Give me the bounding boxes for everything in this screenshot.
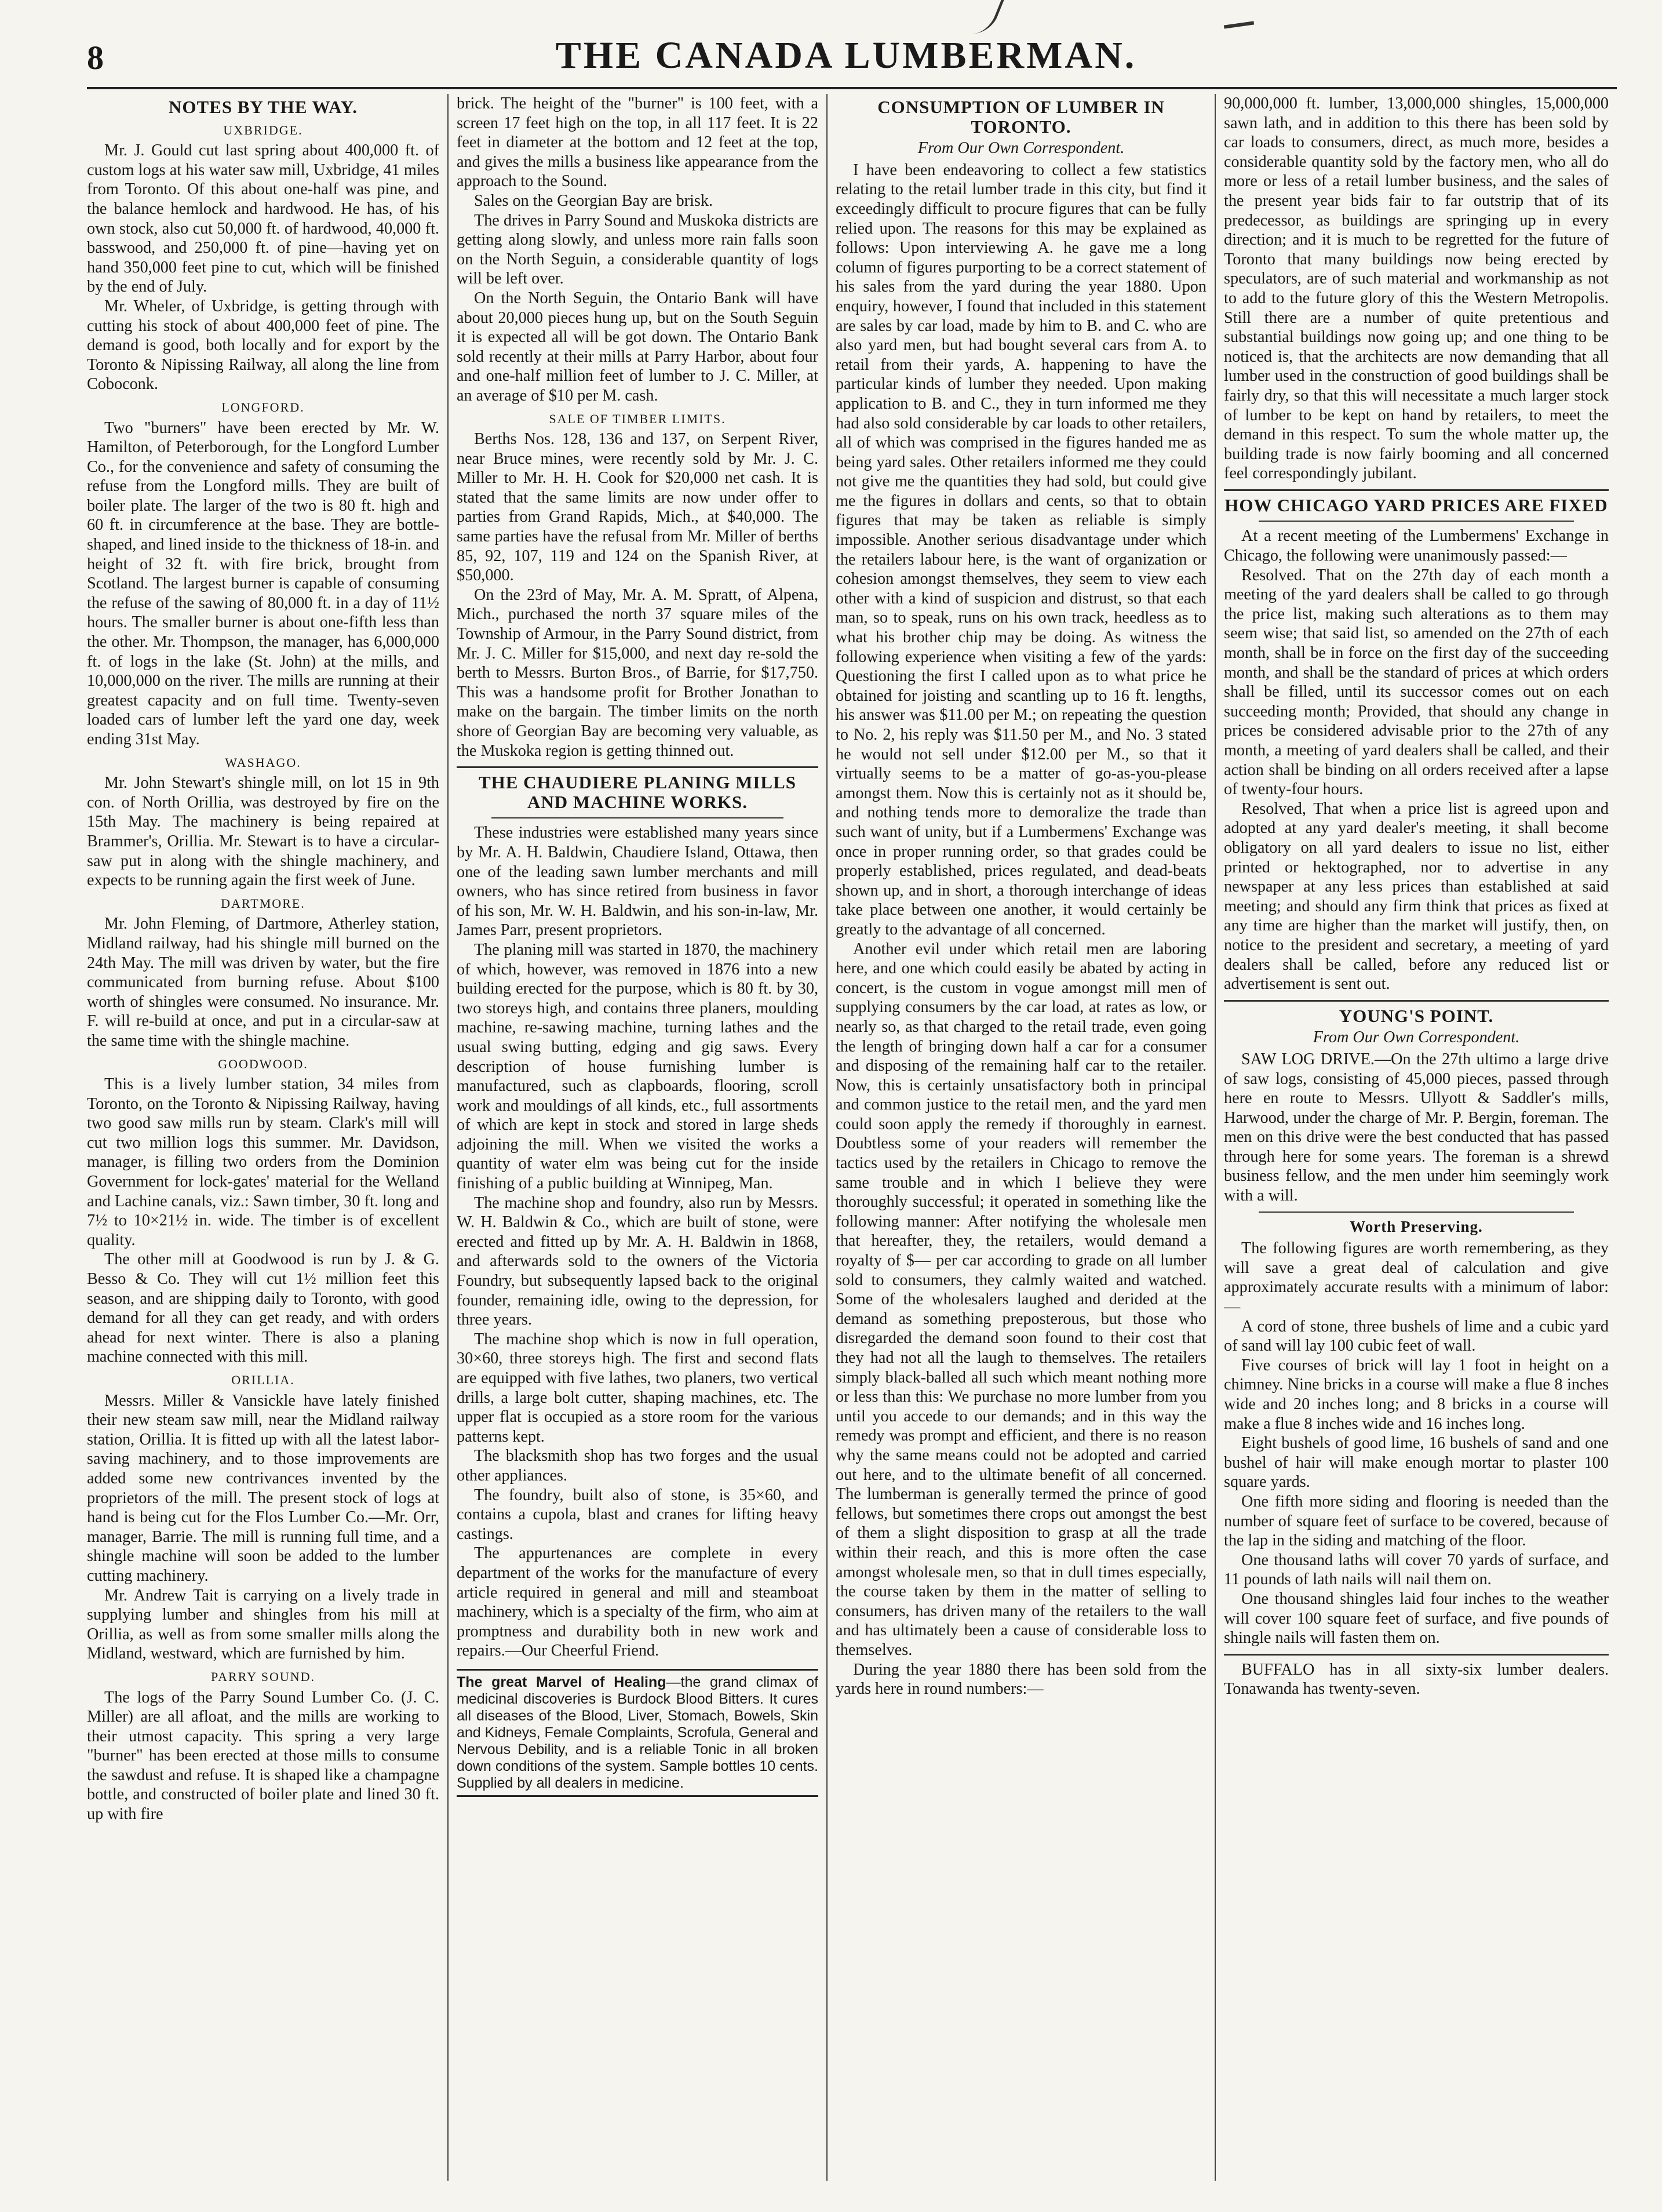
paragraph: On the North Seguin, the Ontario Bank will have about 20,000 pieces hung up, but on the South Seguin it is expected all will be got down. The Ontario Bank sold recently at their mills at Parry Harbor, about four and one-half million feet of lumber to J. C. Miller, at an average of $10 per M. cash. [457, 289, 818, 405]
section-subhead: UXBRIDGE. [223, 122, 303, 137]
pen-stroke-mark [1224, 21, 1254, 28]
paragraph: The planing mill was started in 1870, the machinery of which, however, was removed in 1876 into a new building erected for the purpose, which is 80 ft. by 30, two storeys high, and contains three planers, moulding machine, re-sawing machine, turning lathes and the usual swing butting, edging and gig saws. Every description of house furnishing lumber is manufactured, such as clapboards, flooring, scroll work and mouldings of all kinds, etc., full assortments of which are kept in stock and stored in large sheds adjoining the mill. When we visited the works a quantity of water elm was being cut for the inside finishing of a public building at Winnipeg, Man. [457, 940, 818, 1193]
paragraph: During the year 1880 there has been sold from the yards here in round numbers:— [836, 1660, 1207, 1698]
paragraph: Mr. John Stewart's shingle mill, on lot 15 in 9th con. of North Orillia, was destroyed by fire on the 15th May. The machinery is being repaired at Brammer's, Orillia. Mr. Stewart is to have a circular-saw put in along with the shingle machinery, and expects to be running again the first week of June. [87, 774, 439, 890]
advertisement [457, 1669, 818, 1797]
section-subhead: ORILLIA. [231, 1373, 295, 1387]
section-rule [1224, 489, 1609, 491]
byline: From Our Own Correspondent. [1313, 1028, 1520, 1047]
article-headline: CONSUMPTION OF LUMBER IN TORONTO. [877, 97, 1165, 137]
paragraph: One fifth more siding and flooring is needed than the number of square feet of surface to be covered, because of the lap in the siding and matching of the floor. [1224, 1492, 1609, 1550]
paragraph: Mr. John Fleming, of Dartmore, Atherley station, Midland railway, had his shingle mill burned on the 24th May. The mill was driven by water, but the fire communicated from burning refuse. About $100 worth of shingles were consumed. No insurance. Mr. F. will re-build at once, and put in a circular-saw at the same time with the shingle machine. [87, 915, 439, 1050]
paragraph: The logs of the Parry Sound Lumber Co. (J. C. Miller) are all afloat, and the mills are working to their utmost capacity. This spring a very large "burner" has been erected at those mills to consume the sawdust and refuse. It is shaped like a champagne bottle, and constructed of boiler plate and lined 30 ft. up with fire [87, 1688, 439, 1824]
paragraph: brick. The height of the "burner" is 100 feet, with a screen 17 feet high on the top, in all 117 feet. It is 22 feet in diameter at the bottom and 12 feet at the top, and gives the mills a business like appearance from the approach to the Sound. [457, 94, 818, 191]
paragraph: This is a lively lumber station, 34 miles from Toronto, on the Toronto & Nipissing Railway, having two good saw mills run by steam. Clark's mill will cut two million logs this summer. Mr. Davidson, manager, is filling two orders from the Dominion Government for lock-gates' material for the Welland and Lachine canals, viz.: Sawn timber, 30 ft. long and 7½ to 10×21½ in. wide. The timber is of excellent quality. [87, 1075, 439, 1249]
paragraph: The foundry, built also of stone, is 35×60, and contains a cupola, blast and cranes for lifting heavy castings. [457, 1486, 818, 1543]
article-headline: YOUNG'S POINT. [1339, 1005, 1494, 1026]
byline: From Our Own Correspondent. [917, 139, 1125, 158]
paragraph: Resolved. That on the 27th day of each month a meeting of the yard dealers shall be called to go through the price list, making such alterations as to them may seem wise; that said list, so amended on the 27th of each month, shall be in force on the first day of the succeeding month, and shall be the standard of prices at which orders shall be filled, until its successor comes out on each succeeding month; Provided, that should any change in prices be considered advisable prior to the 27th of any month, a meeting of yard dealers shall be called, and their action shall be binding on all orders received after a lapse of twenty-four hours. [1224, 566, 1609, 799]
paragraph: The following figures are worth remembering, as they will save a great deal of calculation and give approximately accurate results with a minimum of labor:— [1224, 1239, 1609, 1316]
paragraph: The other mill at Goodwood is run by J. & G. Besso & Co. They will cut 1½ million feet this season, and are shipping daily to Toronto, with good demand for all they can get ready, and with orders ahead for next winter. There is also a planing machine connected with this mill. [87, 1250, 439, 1366]
short-rule [1259, 1211, 1574, 1213]
section-subhead: WASHAGO. [225, 755, 301, 770]
paragraph: Sales on the Georgian Bay are brisk. [474, 191, 713, 210]
paragraph: The appurtenances are complete in every department of the works for the manufacture of every article required in general and mill and steamboat machinery, which is a specialty of the firm, who aim at promptness and durability both in new work and repairs.—Our Cheerful Friend. [457, 1544, 818, 1660]
column-rule [447, 94, 449, 2181]
section-subhead: LONGFORD. [221, 399, 305, 414]
column-rule [826, 94, 828, 2181]
paragraph: These industries were established many years since by Mr. A. H. Baldwin, Chaudiere Island, Ottawa, then one of the leading sawn lumber merchants and mill owners, who has since retired from business in favor of his son, Mr. W. H. Baldwin, and his son-in-law, Mr. James Parr, present proprietors. [457, 824, 818, 940]
article-headline: HOW CHICAGO YARD PRICES ARE FIXED [1224, 494, 1608, 515]
paragraph: On the 23rd of May, Mr. A. M. Spratt, of Alpena, Mich., purchased the north 37 square miles of the Township of Armour, in the Parry Sound district, from Mr. J. C. Miller for $15,000, and next day re-sold the berth to Messrs. Burton Bros., of Barrie, for $17,750. This was a handsome profit for Brother Jonathan to make on the bargain. The timber limits on the north shore of Georgian Bay are becoming very valuable, as the Muskoka region is getting thinned out. [457, 585, 818, 760]
paragraph: Five courses of brick will lay 1 foot in height on a chimney. Nine bricks in a course will make a flue 8 inches wide and 20 inches long; and 8 bricks in a course will make a flue 8 inches wide and 16 inches long. [1224, 1356, 1609, 1433]
page-header [87, 34, 1605, 86]
ad-body: —the grand climax of medicinal discoveries is Burdock Blood Bitters. It cures all diseases of the Blood, Liver, Stomach, Bowels, Skin and Kidneys, Female Complaints, Scrofula, General and Nervous Debility, and is a reliable Tonic in all broken down conditions of the system. Sample bottles 10 cents. Supplied by all dealers in medicine. [457, 1673, 818, 1791]
article-headline: Worth Preserving. [1350, 1217, 1483, 1235]
header-rule [87, 87, 1617, 89]
column-1 [87, 94, 439, 2204]
paragraph: One thousand laths will cover 70 yards of surface, and 11 pounds of lath nails will nail them on. [1224, 1551, 1609, 1589]
paragraph: Mr. J. Gould cut last spring about 400,000 ft. of custom logs at his water saw mill, Uxbridge, 41 miles from Toronto. Of this about one-half was pine, and the balance hemlock and hardwood. He has, of his own stock, also cut 50,000 ft. of hardwood, 40,000 ft. basswood, and 250,000 ft. of pine—having yet on hand 350,000 feet pine to cut, which will be finished by the end of July. [87, 141, 439, 296]
paragraph: Mr. Wheler, of Uxbridge, is getting through with cutting his stock of about 400,000 feet of pine. The demand is good, both locally and for export by the Toronto & Nipissing Railway, all along the line from Coboconk. [87, 297, 439, 394]
paragraph: 90,000,000 ft. lumber, 13,000,000 shingles, 15,000,000 sawn lath, and in addition to this there has been sold by car loads to consumers, direct, as much more, besides a considerable quantity sold by the factory men, who all do more or less of a retail lumber business, and the sales of the present year bids fair to far outstrip that of its predecessor, as buildings are springing up in every direction; and it is much to be regretted for the future of Toronto that many buildings now being erected by speculators, are of such material and workmanship as not to add to the future glory of this the Western Metropolis. Still there are a number of quite pretentious and substantial buildings now going up; and one thing to be noticed is, that the architects are now demanding that all lumber used in the construction of good buildings shall be fairly dry, so that this will necessitate a much larger stock of lumber to be kept on hand by retailers, to meet the demand in this respect. To sum the whole matter up, the building trade is now fairly booming and all concerned feel correspondingly jubilant. [1224, 94, 1609, 483]
paragraph: The machine shop and foundry, also run by Messrs. W. H. Baldwin & Co., which are built of stone, were erected and fitted up by Mr. A. H. Baldwin in 1868, and afterwards sold to the owners of the Victoria Foundry, but subsequently lapsed back to the original founder, remaining idle, owing to the depression, for three years. [457, 1194, 818, 1329]
paragraph: SAW LOG DRIVE.—On the 27th ultimo a large drive of saw logs, consisting of 45,000 pieces, passed through here en route to Messrs. Ullyott & Saddler's mills, Harwood, under the charge of Mr. P. Bergin, foreman. The men on this drive were the best conducted that has passed through here for some years. The foreman is a shrewd business fellow, and the men under him seemingly work with a will. [1224, 1050, 1609, 1205]
section-subhead: PARRY SOUND. [210, 1669, 316, 1684]
paragraph: Another evil under which retail men are laboring here, and one which could easily be abated by acting in concert, is the custom in vogue amongst mill men of supplying consumers by the car load, at rates as low, or nearly so, as that charged to the retail trade, even going the length of bringing down half a car for a consumer and disposing of the remaining half car to the retailer. Now, this is certainly unsatisfactory both in principal and common justice to the retail men, and the yard men could soon apply the remedy if thoroughly in earnest. Doubtless some of your readers will remember the tactics used by the retailers in Chicago to remove the same trouble and in which I believe they were thoroughly successful; it operated in something like the following manner: After notifying the wholesale men that hereafter, they, the retailers, would demand a royalty of $— per car according to grade on all lumber sold to consumers, they calmly waited and watched. Some of the wholesalers laughed and derided at the demand as something preposterous, but those who disregarded the demand soon found to their cost that they had not all the laugh to themselves. The retailers simply black-balled all such which meant nothing more or less than this: We purchase no more lumber from you until you accede to our demands; and in this way the remedy was prompt and efficient, and there is no reason why the same means could not be adopted and carried out here, and to the ultimate benefit of all concerned. The lumberman is generally termed the prince of good fellows, but sometimes there crops out amongst the best of them a slight disposition to grasp at all the trade within their reach, and this is more often the case amongst wholesale men, so that in dull times especially, the course taken by them in the matter of selling to consumers, has driven many of the retailers to the wall and has ultimately been a cause of considerable loss to themselves. [836, 940, 1207, 1659]
paragraph: Eight bushels of good lime, 16 bushels of sand and one bushel of hair will make enough mortar to plaster 100 square yards. [1224, 1434, 1609, 1491]
column-2 [457, 94, 818, 2204]
section-subhead: GOODWOOD. [218, 1056, 308, 1071]
paragraph: I have been endeavoring to collect a few statistics relating to the retail lumber trade in this city, but find it exceedingly difficult to procure figures that can be fully relied upon. The reasons for this may be explained as follows: Upon interviewing A. he gave me a long column of figures purporting to be a correct statement of his sales from the yard during the year 1880. Upon enquiry, however, I found that included in this statement are sales by car load, made by him to B. and C. who are also yard men, but had bought several cars from A. to retail from their yards, A. happening to have the particular kinds of lumber they needed. Upon making application to B. and C., they in turn informed me they had also sold considerable by car loads to other retailers, all of which was comprised in the figures handed me as being yard sales. Other retailers informed me they could not give me the quantities they had sold, but could give me the figures in dollars and cents, so that to obtain figures that may be taken as reliable is simply impossible. Another serious disadvantage under which the retailers labour here, is the want of organization or cohesion amongst themselves, they seem to view each other with a kind of suspicion and distrust, so that each man, so to speak, runs on his own track, heedless as to what his brother chip may be doing. As witness the following experience when visiting a few of the yards: Questioning the first I called upon as to what price he obtained for joisting and scantling up to 16 ft. lengths, his answer was $11.00 per M.; on repeating the question to No. 2, his reply was $11.50 per M., and No. 3 stated he would not sell under $12.00 per M., so that it virtually seems to be a matter of go-as-you-please amongst them. Now this is certainly not as it should be, and nothing tends more to demoralize the trade than such want of unity, but if a Lumbermens' Exchange was once in proper running order, so that grades could be properly established, prices regulated, and dead-beats shown up, and in short, a thorough interchange of ideas take place between one another, it would certainly be greatly to the advantage of all concerned. [836, 161, 1207, 938]
ad-title: The great Marvel of Healing [457, 1673, 666, 1690]
paragraph: Mr. Andrew Tait is carrying on a lively trade in supplying lumber and shingles from his mill at Orillia, as well as from some smaller mills along the Midland, westward, which are furnished by him. [87, 1586, 439, 1663]
article-headline: NOTES BY THE WAY. [168, 97, 358, 117]
short-rule [1259, 521, 1574, 522]
section-rule [457, 766, 818, 768]
paragraph: The drives in Parry Sound and Muskoka districts are getting along slowly, and unless more rain falls soon on the North Seguin, a considerable quantity of logs will be left over. [457, 211, 818, 288]
paragraph: One thousand shingles laid four inches to the weather will cover 100 square feet of surface, and five pounds of shingle nails will fasten them on. [1224, 1589, 1609, 1647]
paragraph: Berths Nos. 128, 136 and 137, on Serpent River, near Bruce mines, were recently sold by Mr. J. C. Miller to Mr. H. H. Cook for $20,000 net cash. It is stated that the same limits are now under offer to parties from Grand Rapids, Mich., at $40,000. The same parties have the refusal from Mr. Miller of berths 85, 92, 107, 119 and 124 on the Spanish River, at $50,000. [457, 430, 818, 585]
article-headline: THE CHAUDIERE PLANING MILLS AND MACHINE WORKS. [478, 772, 797, 812]
paragraph: A cord of stone, three bushels of lime and a cubic yard of sand will lay 100 cubic feet of wall. [1224, 1317, 1609, 1355]
column-4 [1224, 94, 1609, 2204]
section-rule [1224, 1000, 1609, 1002]
pen-check-mark [964, 0, 1004, 34]
ad-text [457, 1674, 818, 1792]
paragraph: Messrs. Miller & Vansickle have lately finished their new steam saw mill, near the Midland railway station, Orillia. It is fitted up with all the latest labor-saving machinery, and to those improvements are added some new contrivances invented by the proprietors of the mill. The present stock of logs at hand is being cut for the Flos Lumber Co.—Mr. Orr, manager, Barrie. The mill is running full time, and a shingle machine will soon be added to the lumber cutting machinery. [87, 1391, 439, 1585]
column-3 [836, 94, 1207, 2204]
section-subhead: DARTMORE. [221, 896, 305, 911]
paragraph: The blacksmith shop has two forges and the usual other appliances. [457, 1447, 818, 1485]
section-subhead: SALE OF TIMBER LIMITS. [549, 411, 726, 426]
section-rule [1224, 1654, 1609, 1656]
page-number: 8 [87, 39, 104, 77]
paragraph: At a recent meeting of the Lumbermens' Exchange in Chicago, the following were unanimously passed:— [1224, 527, 1609, 565]
paragraph: The machine shop which is now in full operation, 30×60, three storeys high. The first and second flats are equipped with five lathes, two planers, two vertical drills, a large bolt cutter, shaping machines, etc. The upper flat is occupied as a store room for the various patterns kept. [457, 1330, 818, 1446]
column-rule [1215, 94, 1216, 2181]
masthead-title: THE CANADA LUMBERMAN. [555, 34, 1137, 77]
paragraph: Resolved, That when a price list is agreed upon and adopted at any yard dealer's meeting, it shall become obligatory on all yard dealers to issue no list, either printed or hektographed, nor to advertise in any newspaper at any less prices than established at said meeting; and should any firm think that prices as fixed at any time are higher than the market will justify, then, on notice to the president and secretary, a meeting of yard dealers shall be called, before any reduced list or advertisement is sent out. [1224, 799, 1609, 994]
paragraph: BUFFALO has in all sixty-six lumber dealers. Tonawanda has twenty-seven. [1224, 1660, 1609, 1698]
short-rule [491, 817, 783, 818]
paragraph: Two "burners" have been erected by Mr. W. Hamilton, of Peterborough, for the Longford Lumber Co., for the convenience and safety of consuming the refuse from the Longford mills. They are built of boiler plate. The larger of the two is 80 ft. high and 60 ft. in circumference at the base. They are bottle-shaped, and lined inside to the thickness of 18-in. and height of 32 ft. with fire brick, brought from Scotland. The largest burner is capable of consuming the refuse of the sawing of 80,000 ft. in a day of 11½ hours. The smaller burner is about one-fifth less than the other. Mr. Thompson, the manager, has 6,000,000 ft. of logs in the lake (St. John) at the mills, and 10,000,000 on the river. The mills are running at their greatest capacity and on full time. Twenty-seven loaded cars of lumber left the yard one day, week ending 31st May. [87, 419, 439, 748]
